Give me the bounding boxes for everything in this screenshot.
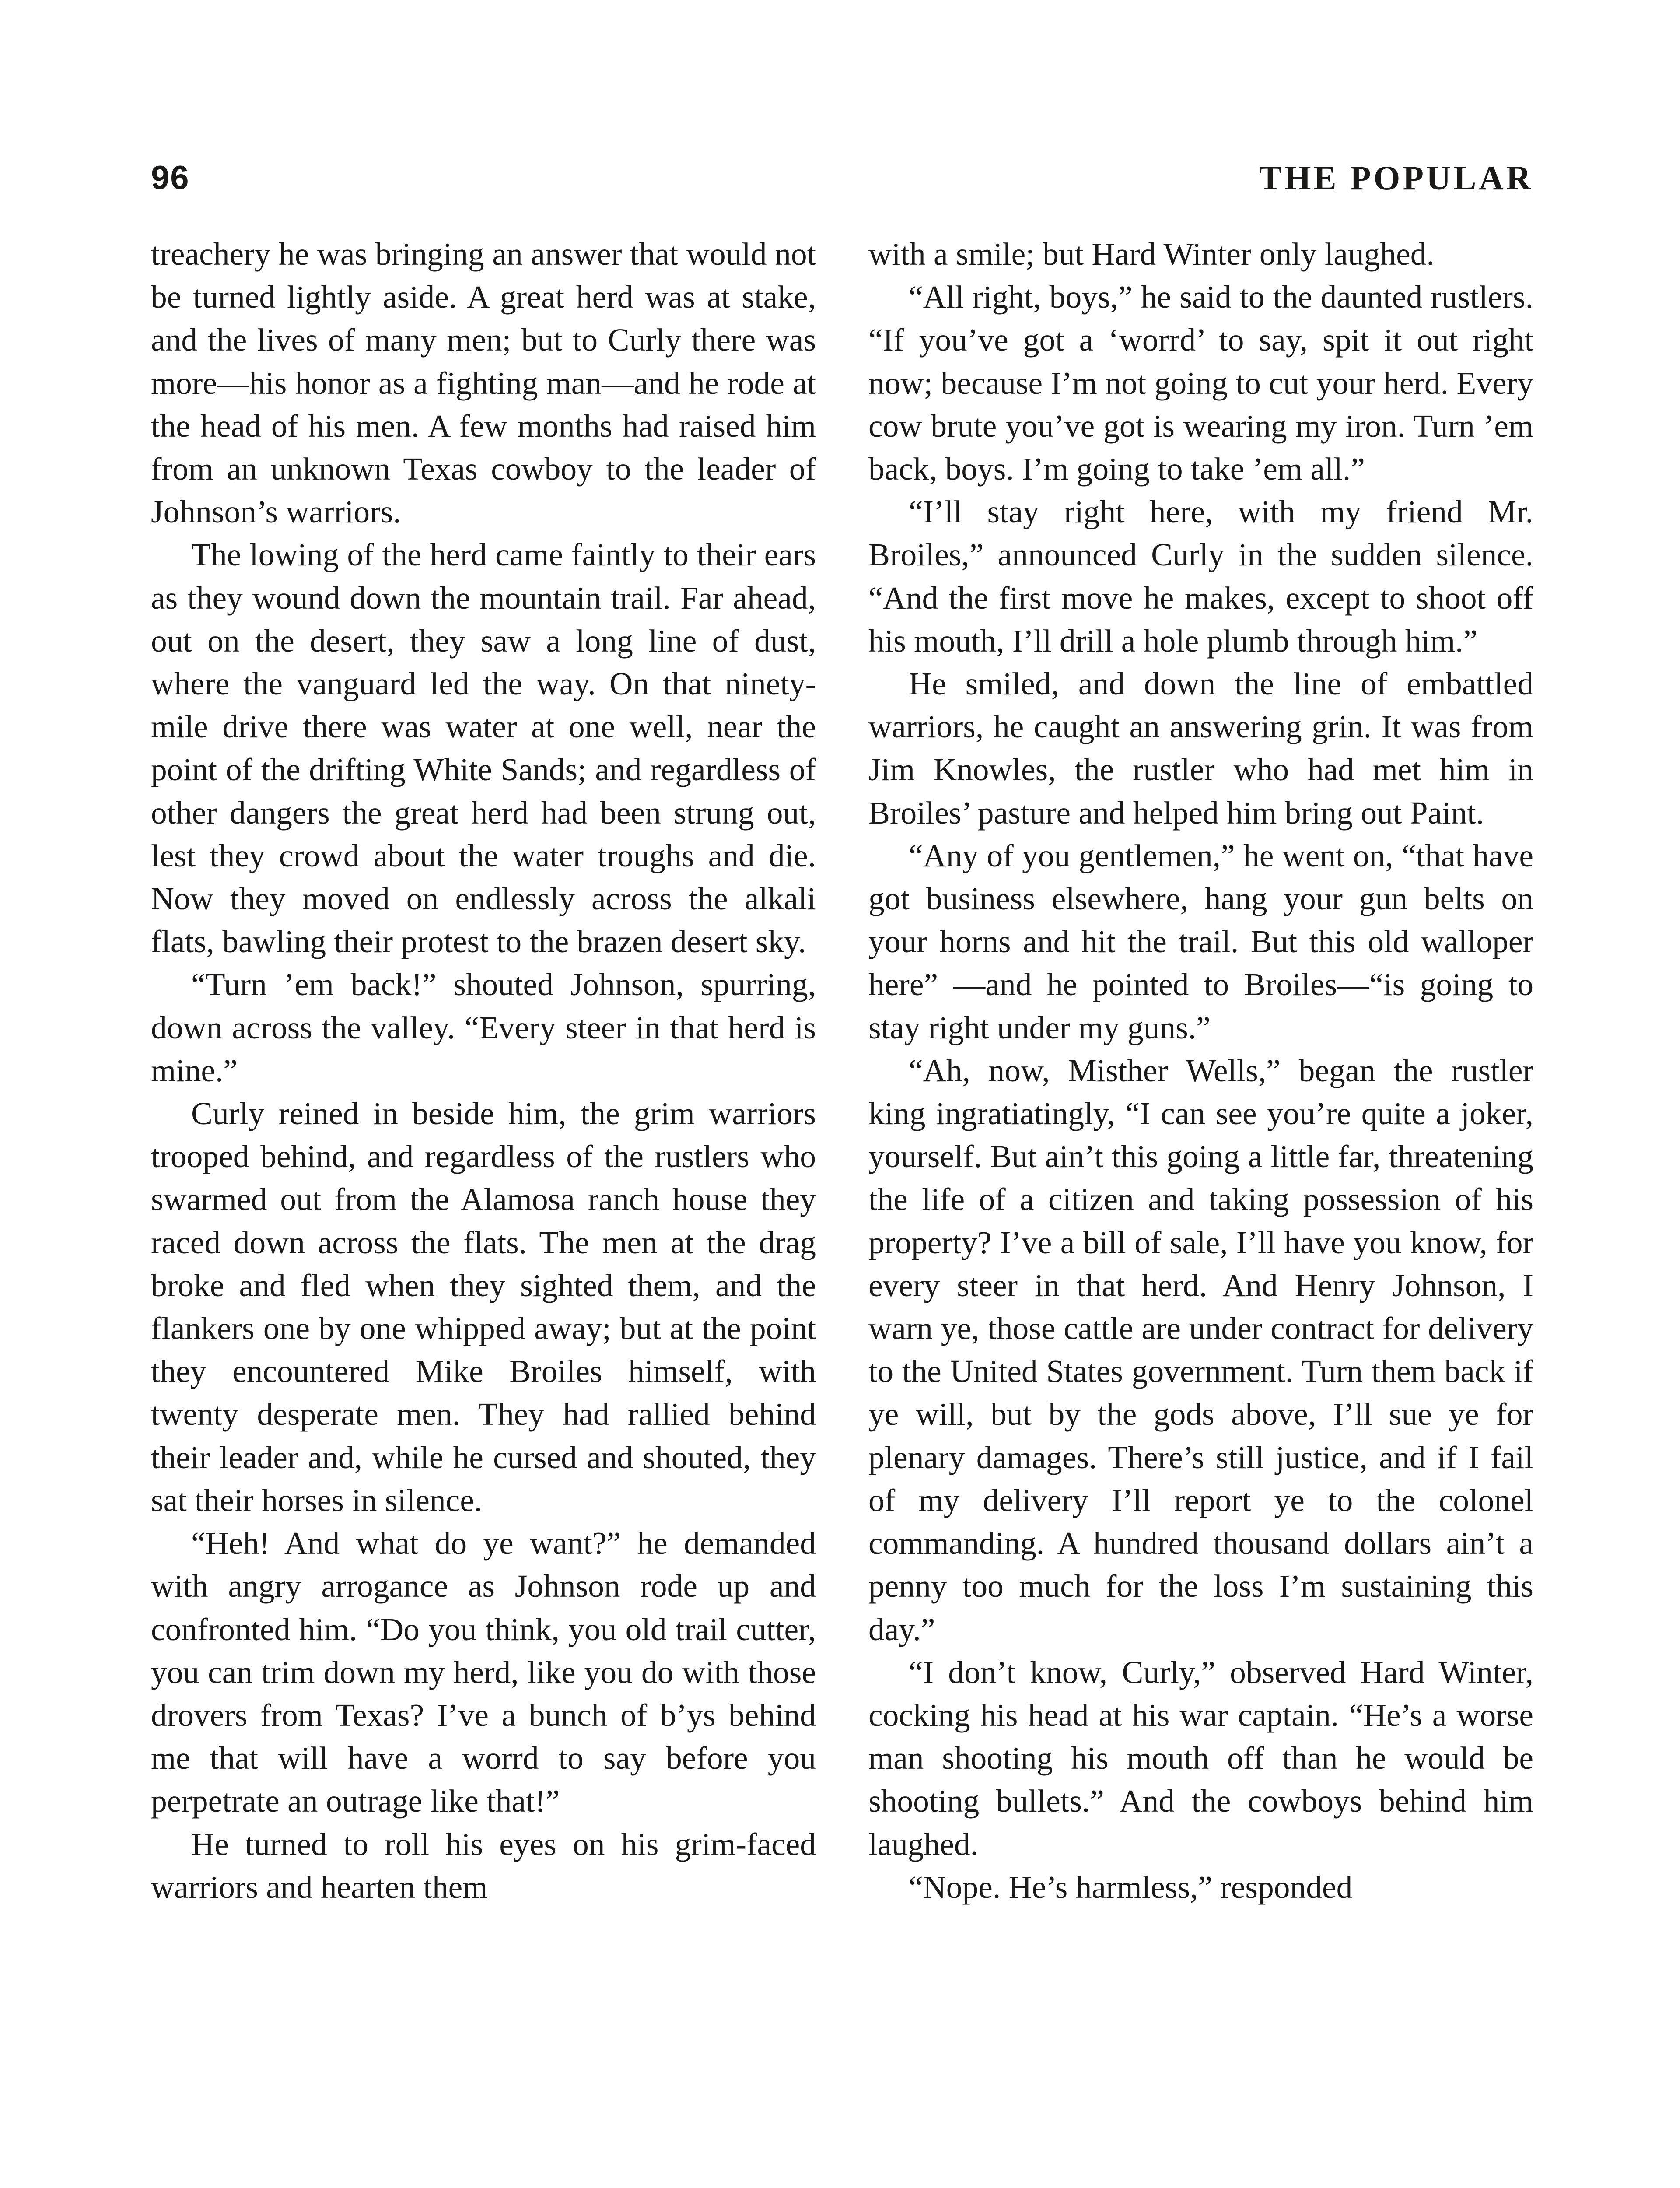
paragraph: Curly reined in beside him, the grim warriors trooped behind, and regardless of the rustlers who swarmed out from the Alamosa ranch house they raced down across the flats. The men at the drag broke and fled when they sighted them, and the flankers one by one whipped away; but at the point they encountered Mike Broiles himself, with twenty desperate men. They had rallied behind their leader and, while he cursed and shouted, they sat their horses in silence. (151, 1096, 816, 1518)
paragraph: “I don’t know, Curly,” observed Hard Winter, cocking his head at his war captain. “He’s a worse man shooting his mouth off than he would be shooting bullets.” And the cowboys behind him laughed. (868, 1654, 1533, 1862)
paragraph: “Heh! And what do ye want?” he demanded with angry arrogance as Johnson rode up and confronted him. “Do you think, you old trail cutter, you can trim down my herd, like you do with those drovers from Texas? I’ve a bunch of b’ys behind me that will have a worrd to say before you perpetrate an outrage like that!” (151, 1525, 816, 1819)
paragraph: treachery he was bringing an answer that would not be turned lightly aside. A great herd was at stake, and the lives of many men; but to Curly there was more—his honor as a fighting man—and he rode at the head of his men. A few months had raised him from an unknown Texas cowboy to the leader of Johnson’s warriors. (151, 236, 816, 530)
paragraph: “All right, boys,” he said to the daunted rustlers. “If you’ve got a ‘worrd’ to say, spit it out right now; because I’m not going to cut your herd. Every cow brute you’ve got is wearing my iron. Turn ’em back, boys. I’m going to take ’em all.” (868, 279, 1533, 487)
paragraph: “Nope. He’s harmless,” responded (909, 1869, 1353, 1905)
paragraph: He smiled, and down the line of embattled warriors, he caught an answering grin. It was from Jim Knowles, the rustler who had met him in Broiles’ pasture and helped him bring out Paint. (868, 666, 1533, 831)
paragraph: He turned to roll his eyes on his grim-faced warriors and hearten them (151, 1826, 816, 1905)
paragraph: “Ah, now, Misther Wells,” began the rustler king ingratiatingly, “I can see you’re quite a joker, yourself. But ain’t this going a little far, threatening the life of a citizen and taking possession of his property? I’ve a bill of sale, I’ll have you know, for every steer in that herd. And Henry Johnson, I warn ye, those cattle are under contract for delivery to the United States government. Turn them back if ye will, but by the gods above, I’ll sue ye for plenary damages. There’s still justice, and if I fail of my delivery I’ll report ye to the colonel commanding. A hundred thousand dollars ain’t a penny too much for the loss I’m sustaining this day.” (868, 1052, 1533, 1647)
page-header (151, 154, 1533, 202)
page-number: 96 (151, 159, 190, 196)
paragraph: “Any of you gentlemen,” he went on, “that have got business elsewhere, hang your gun belts on your horns and hit the trail. But this old walloper here” —and he pointed to Broiles—“is going to stay right under my guns.” (868, 838, 1533, 1045)
paragraph: with a smile; but Hard Winter only laughed. (868, 236, 1435, 272)
left-column (151, 233, 816, 1909)
right-column (868, 233, 1533, 1909)
running-title: THE POPULAR (1259, 159, 1533, 197)
paragraph: “Turn ’em back!” shouted Johnson, spurring, down across the valley. “Every steer in that herd is mine.” (151, 967, 816, 1088)
paragraph: “I’ll stay right here, with my friend Mr. Broiles,” announced Curly in the sudden silence. “And the first move he makes, except to shoot off his mouth, I’ll drill a hole plumb through him.” (868, 494, 1533, 659)
paragraph: The lowing of the herd came faintly to their ears as they wound down the mountain trail. Far ahead, out on the desert, they saw a long line of dust, where the vanguard led the way. On that ninety-mile drive there was water at one well, near the point of the drifting White Sands; and regardless of other dangers the great herd had been strung out, lest they crowd about the water troughs and die. Now they moved on endlessly across the alkali flats, bawling their protest to the brazen desert sky. (151, 537, 816, 960)
